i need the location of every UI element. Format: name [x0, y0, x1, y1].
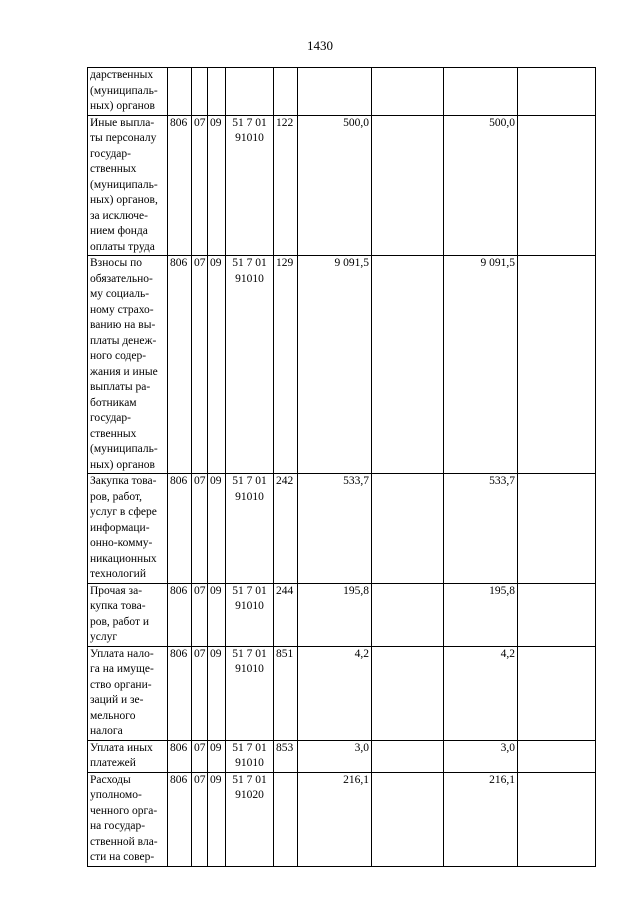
amount-1: 500,0	[298, 115, 372, 256]
subsection-code: 09	[208, 474, 226, 584]
amount-4	[518, 583, 596, 646]
amount-2	[372, 256, 444, 474]
target-article-code: 51 7 01 91010	[226, 256, 274, 474]
table-row	[88, 256, 596, 474]
target-article-code: 51 7 01 91010	[226, 115, 274, 256]
amount-2	[372, 772, 444, 866]
expense-type-code	[274, 68, 298, 116]
amount-2	[372, 740, 444, 772]
table-row	[88, 474, 596, 584]
section-code: 07	[192, 583, 208, 646]
expense-type-code	[274, 772, 298, 866]
amount-2	[372, 583, 444, 646]
expense-type-code: 853	[274, 740, 298, 772]
amount-3: 216,1	[444, 772, 518, 866]
expense-type-code: 244	[274, 583, 298, 646]
amount-1: 216,1	[298, 772, 372, 866]
ministry-code: 806	[168, 740, 192, 772]
expense-type-code: 851	[274, 646, 298, 740]
section-code: 07	[192, 474, 208, 584]
section-code: 07	[192, 115, 208, 256]
amount-4	[518, 740, 596, 772]
target-article-code: 51 7 01 91010	[226, 646, 274, 740]
amount-4	[518, 646, 596, 740]
amount-3: 195,8	[444, 583, 518, 646]
subsection-code: 09	[208, 772, 226, 866]
amount-1: 4,2	[298, 646, 372, 740]
amount-2	[372, 115, 444, 256]
amount-1: 533,7	[298, 474, 372, 584]
target-article-code: 51 7 01 91010	[226, 740, 274, 772]
table-row	[88, 740, 596, 772]
target-article-code: 51 7 01 91010	[226, 583, 274, 646]
row-description: Расходы уполномо- ченного орга- на государ- ственной вла- сти на совер-	[88, 772, 168, 866]
ministry-code: 806	[168, 646, 192, 740]
target-article-code: 51 7 01 91010	[226, 474, 274, 584]
target-article-code: 51 7 01 91020	[226, 772, 274, 866]
subsection-code: 09	[208, 256, 226, 474]
ministry-code	[168, 68, 192, 116]
subsection-code: 09	[208, 646, 226, 740]
budget-table	[87, 67, 596, 867]
row-description: Иные выпла- ты персоналу государ- ственных (муниципаль- ных) органов, за исключе- нием фонда оплаты труда	[88, 115, 168, 256]
ministry-code: 806	[168, 474, 192, 584]
amount-3: 533,7	[444, 474, 518, 584]
target-article-code	[226, 68, 274, 116]
row-description: Закупка това- ров, работ, услуг в сфере информаци- онно-комму- никационных технологий	[88, 474, 168, 584]
expense-type-code: 242	[274, 474, 298, 584]
amount-2	[372, 474, 444, 584]
amount-4	[518, 115, 596, 256]
amount-2	[372, 68, 444, 116]
section-code: 07	[192, 740, 208, 772]
table-row	[88, 115, 596, 256]
subsection-code: 09	[208, 115, 226, 256]
amount-4	[518, 68, 596, 116]
amount-1: 195,8	[298, 583, 372, 646]
amount-3: 4,2	[444, 646, 518, 740]
section-code: 07	[192, 646, 208, 740]
row-description: Уплата нало- га на имуще- ство органи- заций и зе- мельного налога	[88, 646, 168, 740]
ministry-code: 806	[168, 583, 192, 646]
row-description: Уплата иных платежей	[88, 740, 168, 772]
amount-1	[298, 68, 372, 116]
amount-3: 500,0	[444, 115, 518, 256]
ministry-code: 806	[168, 256, 192, 474]
amount-2	[372, 646, 444, 740]
table-row	[88, 772, 596, 866]
amount-4	[518, 772, 596, 866]
subsection-code	[208, 68, 226, 116]
amount-4	[518, 256, 596, 474]
table-row	[88, 583, 596, 646]
ministry-code: 806	[168, 115, 192, 256]
subsection-code: 09	[208, 740, 226, 772]
section-code	[192, 68, 208, 116]
expense-type-code: 129	[274, 256, 298, 474]
amount-3: 9 091,5	[444, 256, 518, 474]
amount-1: 3,0	[298, 740, 372, 772]
section-code: 07	[192, 256, 208, 474]
subsection-code: 09	[208, 583, 226, 646]
amount-4	[518, 474, 596, 584]
ministry-code: 806	[168, 772, 192, 866]
table-row	[88, 68, 596, 116]
table-row	[88, 646, 596, 740]
expense-type-code: 122	[274, 115, 298, 256]
amount-1: 9 091,5	[298, 256, 372, 474]
amount-3	[444, 68, 518, 116]
table-body	[88, 68, 596, 867]
row-description: Взносы по обязательно- му социаль- ному страхо- ванию на вы- платы денеж- ного содер- жания и иные выплаты ра- ботникам государ- ственных (муниципаль- ных) органов	[88, 256, 168, 474]
row-description: дарственных (муниципаль- ных) органов	[88, 68, 168, 116]
section-code: 07	[192, 772, 208, 866]
page-number: 1430	[307, 38, 333, 53]
amount-3: 3,0	[444, 740, 518, 772]
row-description: Прочая за- купка това- ров, работ и услуг	[88, 583, 168, 646]
